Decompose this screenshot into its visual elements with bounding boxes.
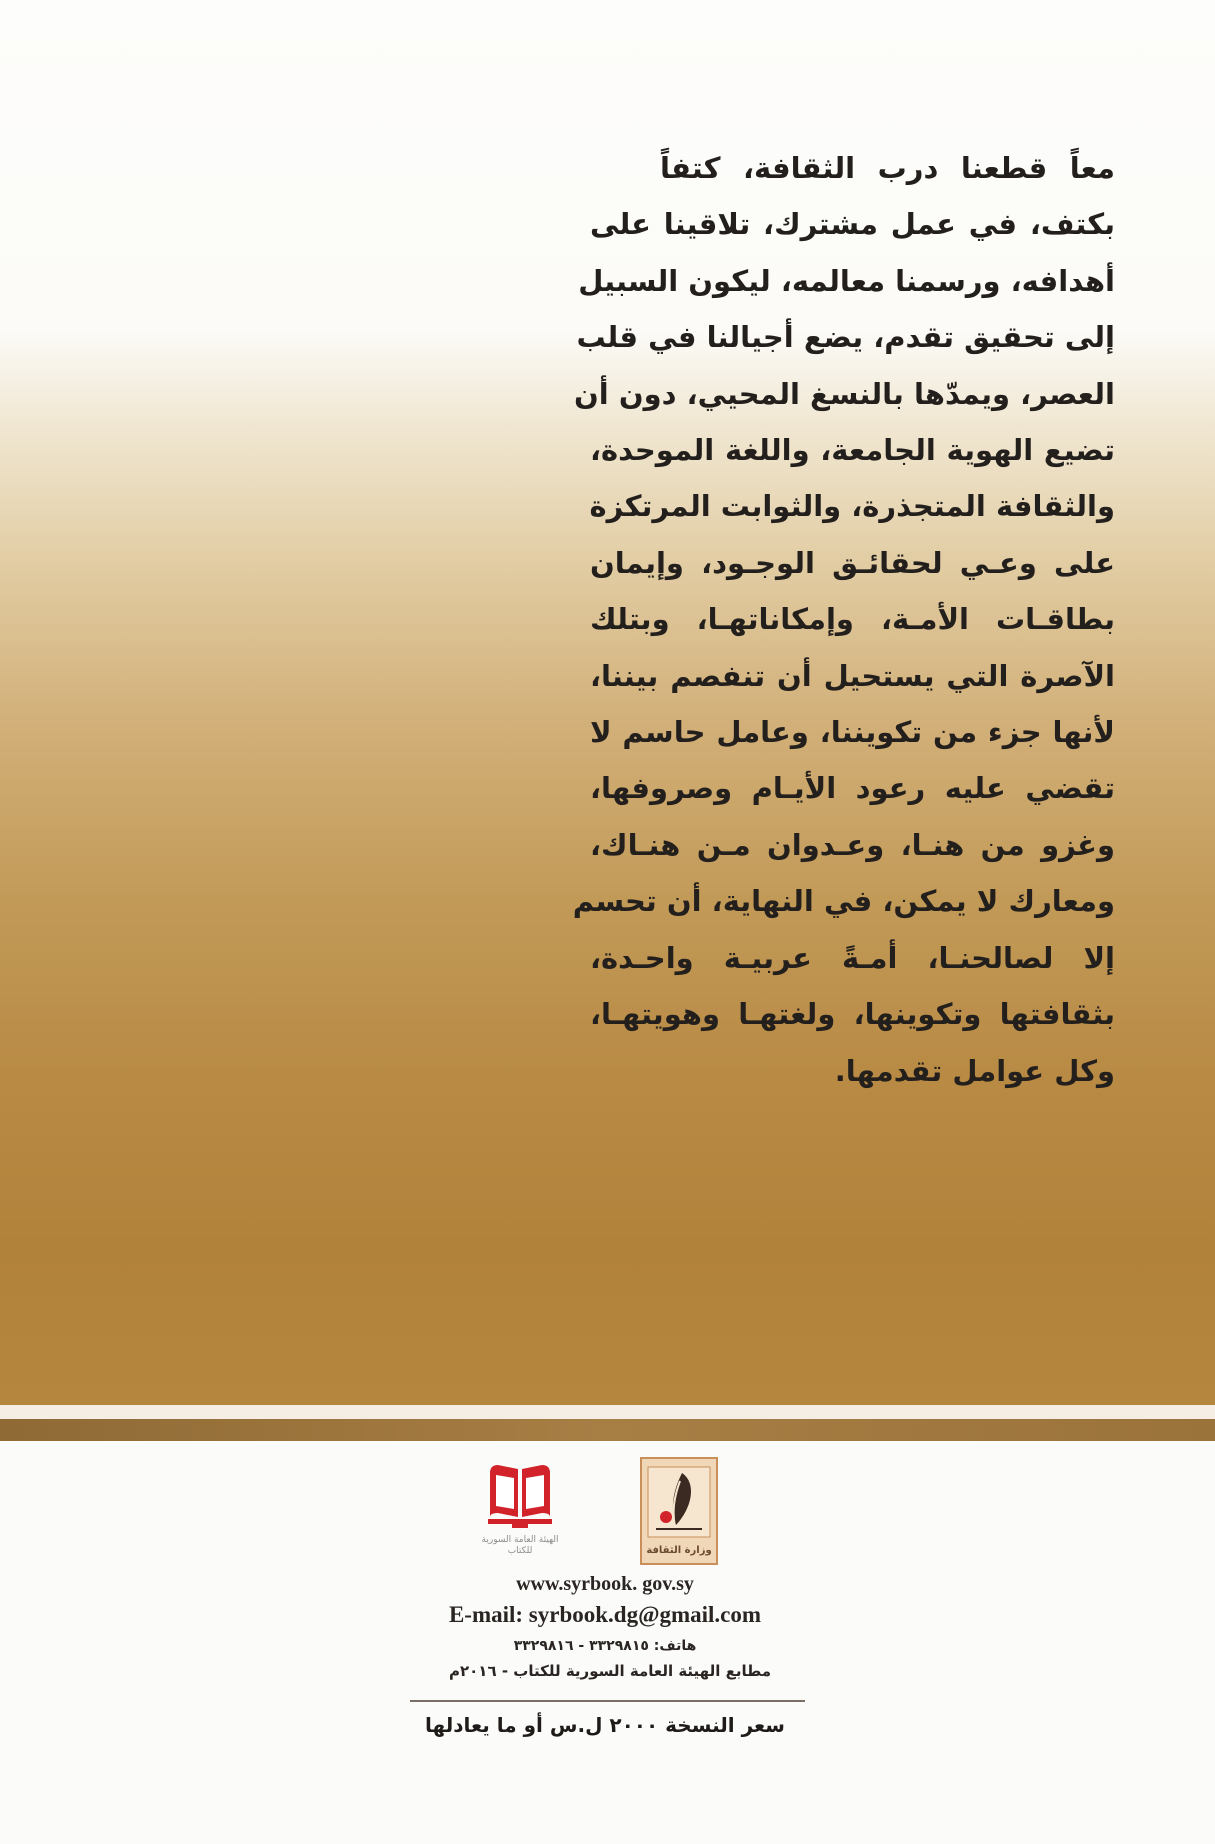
body-line: لأنها جزء من تكويننا، وعامل حاسم لا — [590, 715, 1115, 750]
website-text: www.syrbook. gov.sy — [516, 1573, 694, 1595]
divider-light — [0, 1405, 1215, 1419]
body-line: تقضي عليه رعود الأيـام وصروفها، — [590, 771, 1115, 806]
body-line: ومعارك لا يمكن، في النهاية، أن تحسم — [572, 884, 1115, 919]
email-text: E-mail: syrbook.dg@gmail.com — [448, 1602, 762, 1627]
body-line: بطاقـات الأمـة، وإمكاناتهـا، وبتلك — [590, 602, 1115, 637]
body-line: وغزو من هنـا، وعـدوان مـن هنـاك، — [590, 827, 1115, 862]
body-line: العصر، ويمدّها بالنسغ المحيي، دون أن — [574, 376, 1115, 411]
back-cover-text — [572, 140, 1115, 1099]
quill-emblem-icon — [642, 1463, 716, 1541]
price-text: سعر النسخة ٢٠٠٠ ل.س أو ما يعادلها — [425, 1713, 785, 1737]
body-line: معاً قطعنا درب الثقافة، كتفاً — [660, 151, 1115, 185]
body-line: أهدافه، ورسمنا معالمه، ليكون السبيل — [578, 263, 1115, 298]
body-line: وكل عوامل تقدمها. — [834, 1053, 1115, 1088]
body-line: تضيع الهوية الجامعة، واللغة الموحدة، — [590, 433, 1115, 468]
ministry-logo — [640, 1457, 718, 1565]
body-line: بثقافتها وتكوينها، ولغتهـا وهويتهـا، — [590, 997, 1115, 1032]
body-line: إلا لصالحنـا، أمـةً عربيـة واحـدة، — [590, 940, 1115, 975]
body-line: بكتف، في عمل مشترك، تلاقينا على — [590, 207, 1115, 242]
ministry-logo-text: وزارة الثقافة — [646, 1545, 712, 1556]
printer-text: مطابع الهيئة العامة السورية للكتاب - ٢٠١٦م — [449, 1662, 771, 1680]
body-line: والثقافة المتجذرة، والثوابت المرتكزة — [589, 489, 1115, 524]
publisher-logo — [478, 1455, 562, 1567]
publisher-logo-text: الهيئة العامة السورية للكتاب — [481, 1535, 559, 1556]
body-line: إلى تحقيق تقدم، يضع أجيالنا في قلب — [576, 320, 1115, 355]
body-line: الآصرة التي يستحيل أن تنفصم بيننا، — [590, 658, 1115, 693]
body-line: على وعـي لحقائـق الوجـود، وإيمان — [590, 545, 1115, 580]
price-rule — [410, 1700, 805, 1702]
phone-text: هاتف: ٣٣٢٩٨١٥ - ٣٣٢٩٨١٦ — [513, 1638, 697, 1654]
divider-band — [0, 1419, 1215, 1441]
